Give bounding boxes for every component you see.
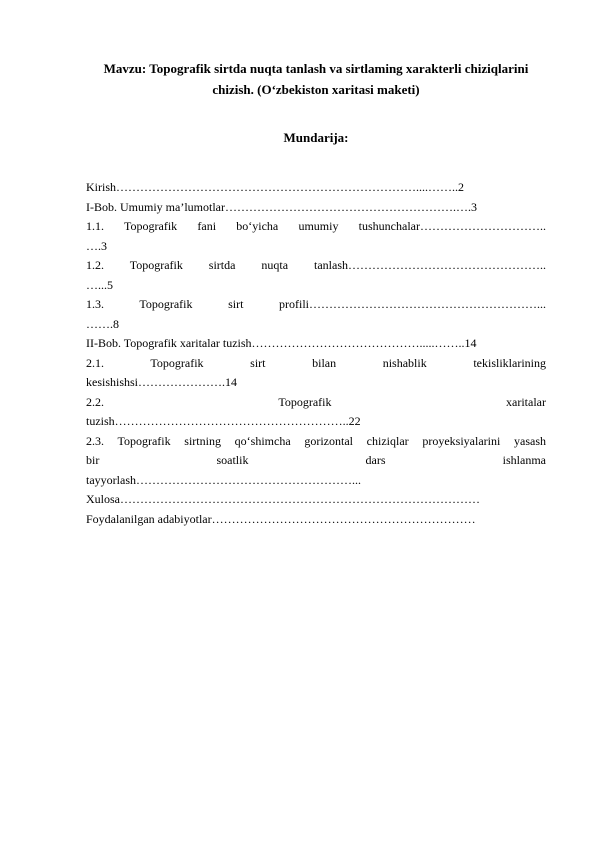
toc-entry-introduction: Kirish…………………………………………………………………....……..2	[86, 180, 464, 194]
table-of-contents	[86, 178, 546, 529]
toc-entry-2-2: 2.2. Topografik xaritalar	[86, 394, 546, 409]
document-title	[86, 58, 546, 100]
toc-entry-2-3-cont: bir soatlik dars ishlanma	[86, 453, 546, 467]
title-line-2: chizish. (O‘zbekiston xaritasi maketi)	[212, 82, 420, 97]
toc-entry-2-3: 2.3. Topografik sirtning qo‘shimcha gorizontal chiziqlar proyeksiyalarini yasash	[86, 433, 546, 448]
toc-entry-1-3: 1.3. Topografik sirt profili…………………………………………………...	[86, 297, 546, 311]
contents-heading: Mundarija:	[283, 130, 349, 145]
toc-entry-chapter-2: II-Bob. Topografik xaritalar tuzish…………………………………….....……..14	[86, 336, 477, 350]
toc-entry-2-3-page: tayyorlash………………………………………………...	[86, 472, 361, 487]
title-line-1: Mavzu: Topografik sirtda nuqta tanlash va sirtlaming xarakterli chiziqlarini	[103, 61, 529, 76]
toc-entry-1-1-page: ….3	[86, 238, 107, 253]
toc-entry-chapter-1: I-Bob. Umumiy ma’lumotlar………………………………………………….….3	[86, 199, 477, 214]
toc-entry-2-1-page: kesishishsi………………….14	[86, 375, 238, 389]
toc-entry-1-3-page: …….8	[86, 316, 119, 331]
toc-entry-1-2-page: …...5	[86, 277, 113, 292]
toc-entry-1-2: 1.2. Topografik sirtda nuqta tanlash…………………………………………..	[86, 258, 546, 272]
toc-entry-1-1: 1.1. Topografik fani bo‘yicha umumiy tushunchalar…………………………..	[86, 219, 546, 233]
toc-entry-2-1: 2.1. Topografik sirt bilan nishablik tekisliklarining	[86, 355, 546, 370]
toc-entry-2-2-page: tuzish…………………………………………………..22	[86, 414, 361, 428]
toc-entry-references: Foydalanilgan adabiyotlar…………………………………………………………	[86, 511, 476, 526]
toc-entry-conclusion: Xulosa………………………………………………………………………………	[86, 492, 480, 506]
